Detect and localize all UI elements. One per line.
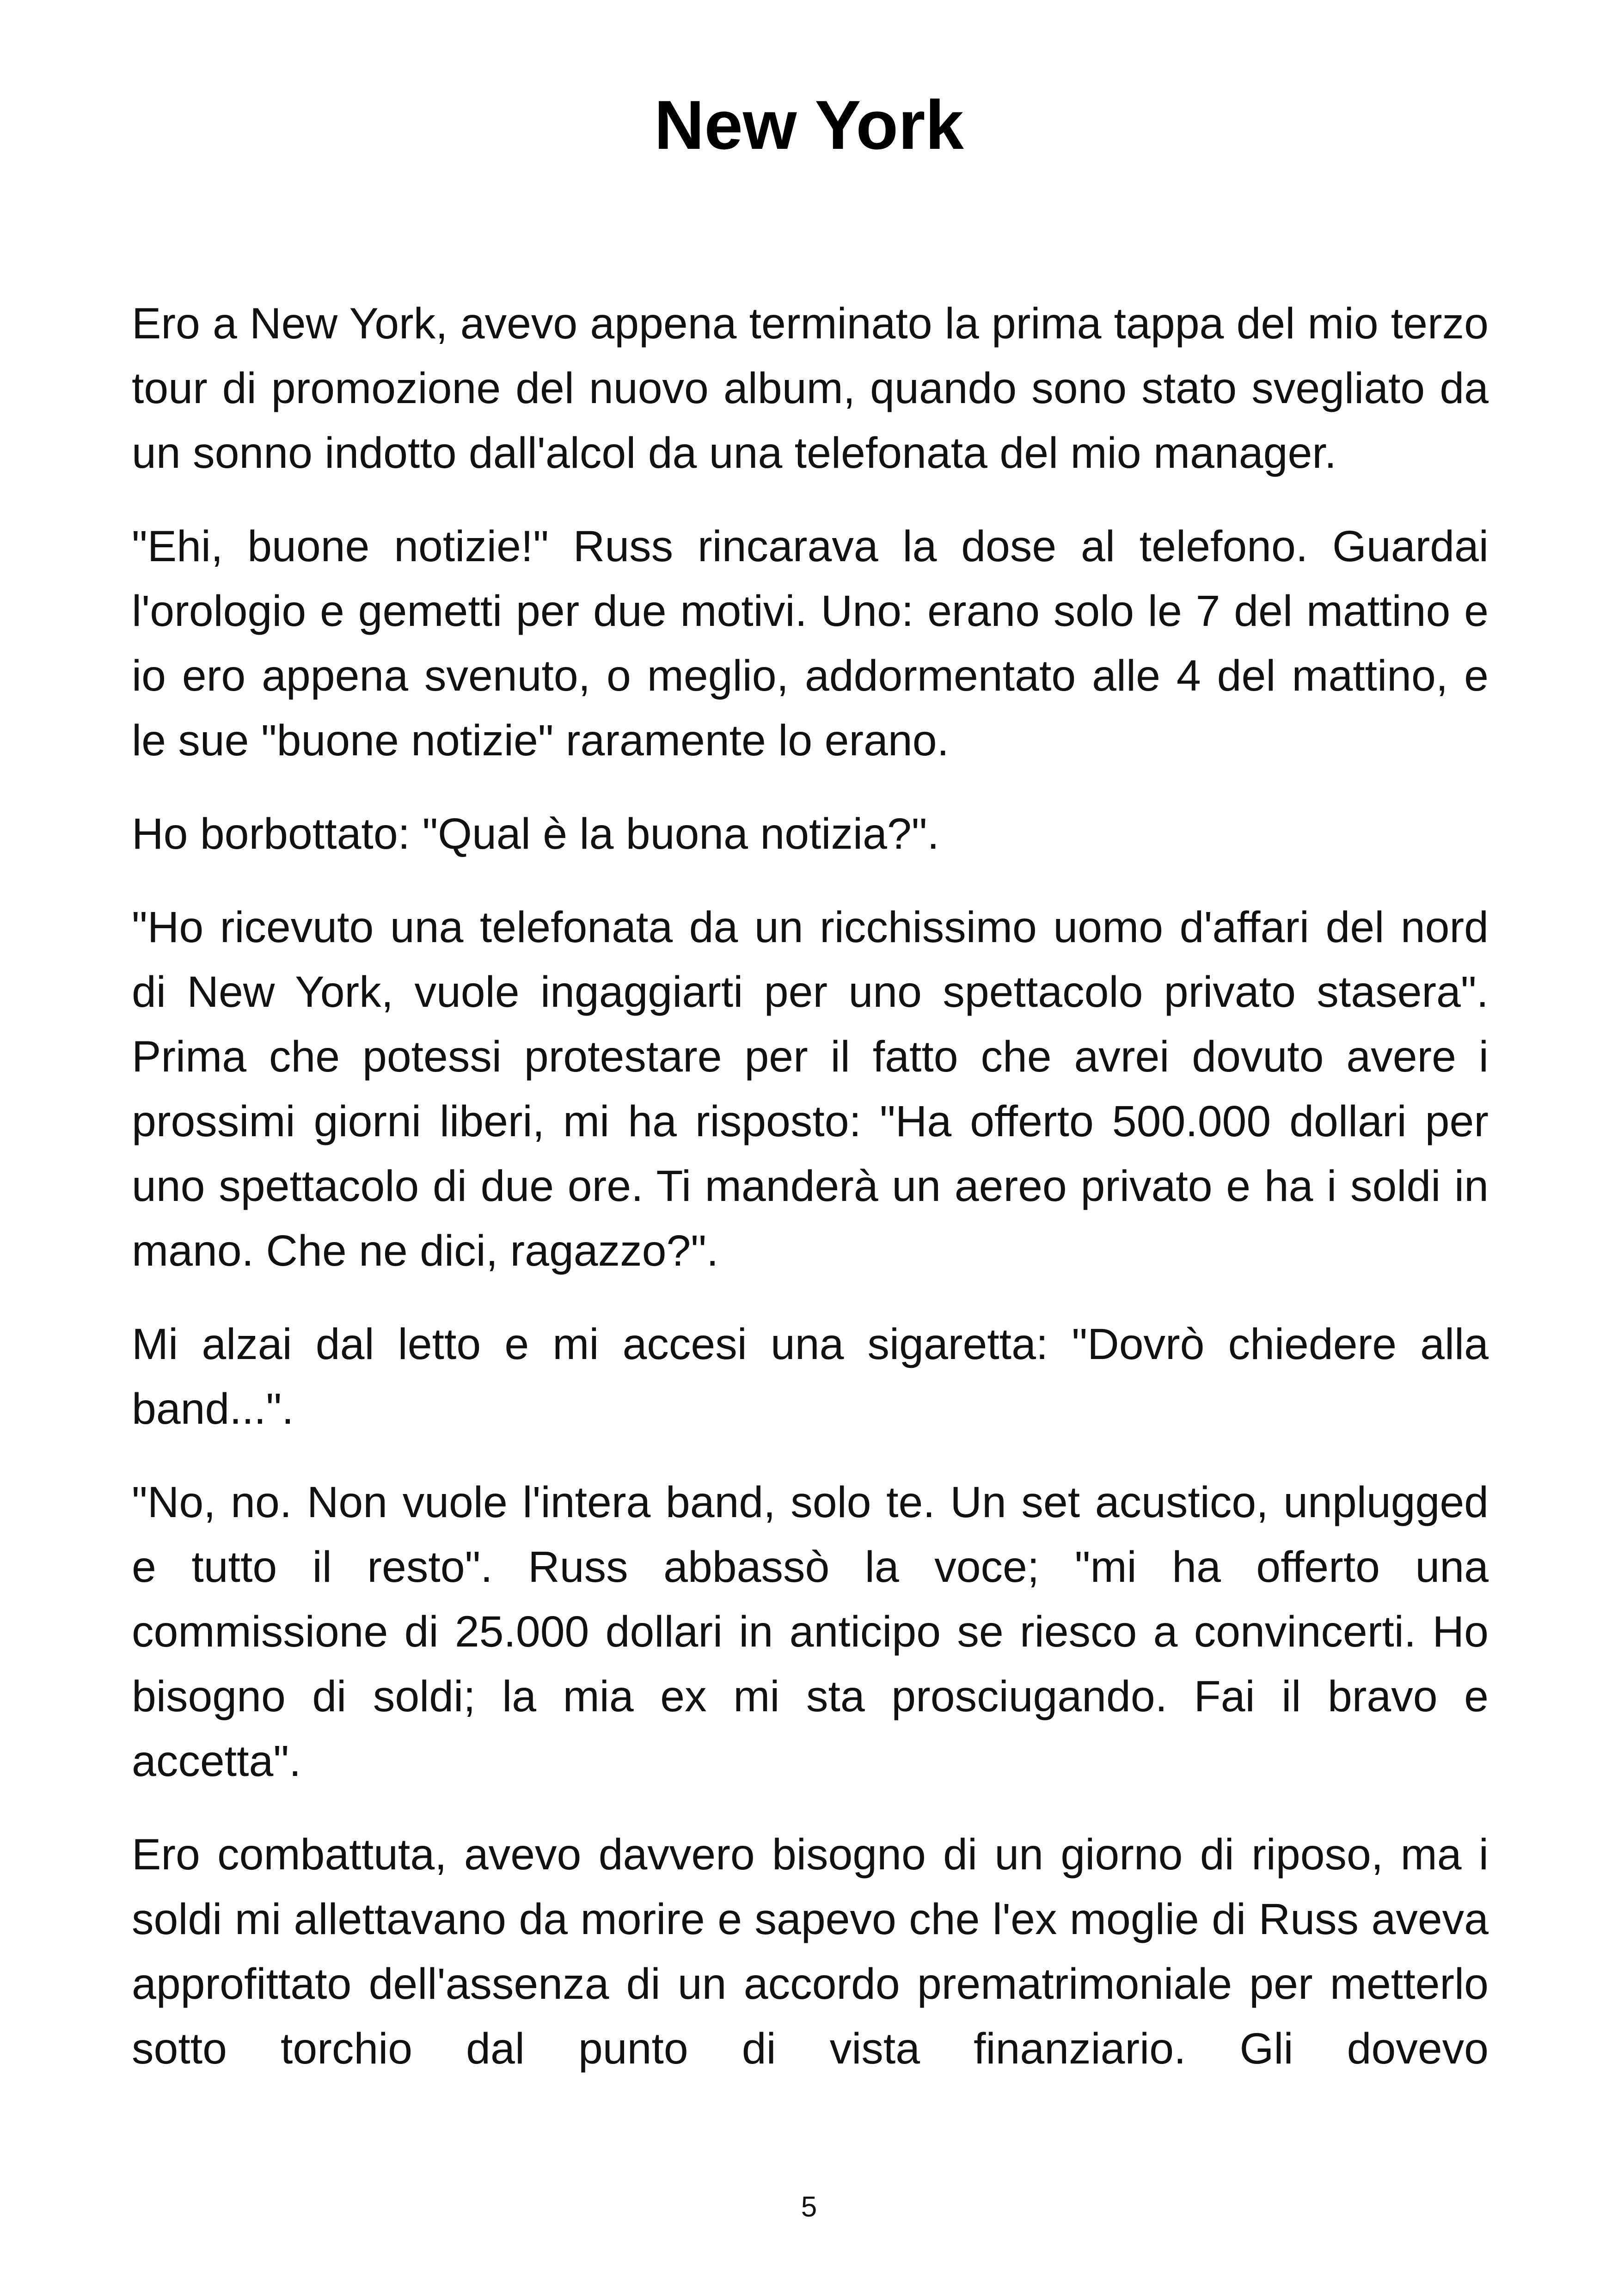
paragraph-2: "Ehi, buone notizie!" Russ rincarava la dose al telefono. Guardai l'orologio e gemetti per due motivi. Uno: erano solo le 7 del mattino e io ero appena svenuto, o meglio, addormentato alle 4 del mattino, e le sue "buone notizie" raramente lo erano.	[132, 522, 1489, 765]
paragraph-5: Mi alzai dal letto e mi accesi una sigaretta: "Dovrò chiedere alla band...".	[132, 1320, 1489, 1433]
chapter-body	[132, 291, 1489, 2110]
paragraph-1: Ero a New York, avevo appena terminato la prima tappa del mio terzo tour di promozione del nuovo album, quando sono stato svegliato da un sonno indotto dall'alcol da una telefonata del mio manager.	[132, 299, 1489, 478]
paragraph-6: "No, no. Non vuole l'intera band, solo te. Un set acustico, unplugged e tutto il resto". Russ abbassò la voce; "mi ha offerto una commissione di 25.000 dollari in anticipo se riesco a convincerti. Ho bisogno di soldi; la mia ex mi sta prosciugando. Fai il bravo e accetta".	[132, 1478, 1489, 1786]
paragraph-4: "Ho ricevuto una telefonata da un ricchissimo uomo d'affari del nord di New York, vuole ingaggiarti per uno spettacolo privato stasera". Prima che potessi protestare per il fatto che avrei dovuto avere i prossimi giorni liberi, mi ha risposto: "Ha offerto 500.000 dollari per uno spettacolo di due ore. Ti manderà un aereo privato e ha i soldi in mano. Che ne dici, ragazzo?".	[132, 903, 1489, 1275]
chapter-title: New York	[654, 86, 964, 164]
paragraph-7: Ero combattuta, avevo davvero bisogno di un giorno di riposo, ma i soldi mi allettavano da morire e sapevo che l'ex moglie di Russ aveva approfittato dell'assenza di un accordo prematrimoniale per metterlo sotto torchio dal punto di vista finanziario. Gli dovevo	[132, 1830, 1489, 2073]
page-number: 5	[801, 2191, 817, 2223]
paragraph-3: Ho borbottato: "Qual è la buona notizia?".	[132, 809, 939, 858]
